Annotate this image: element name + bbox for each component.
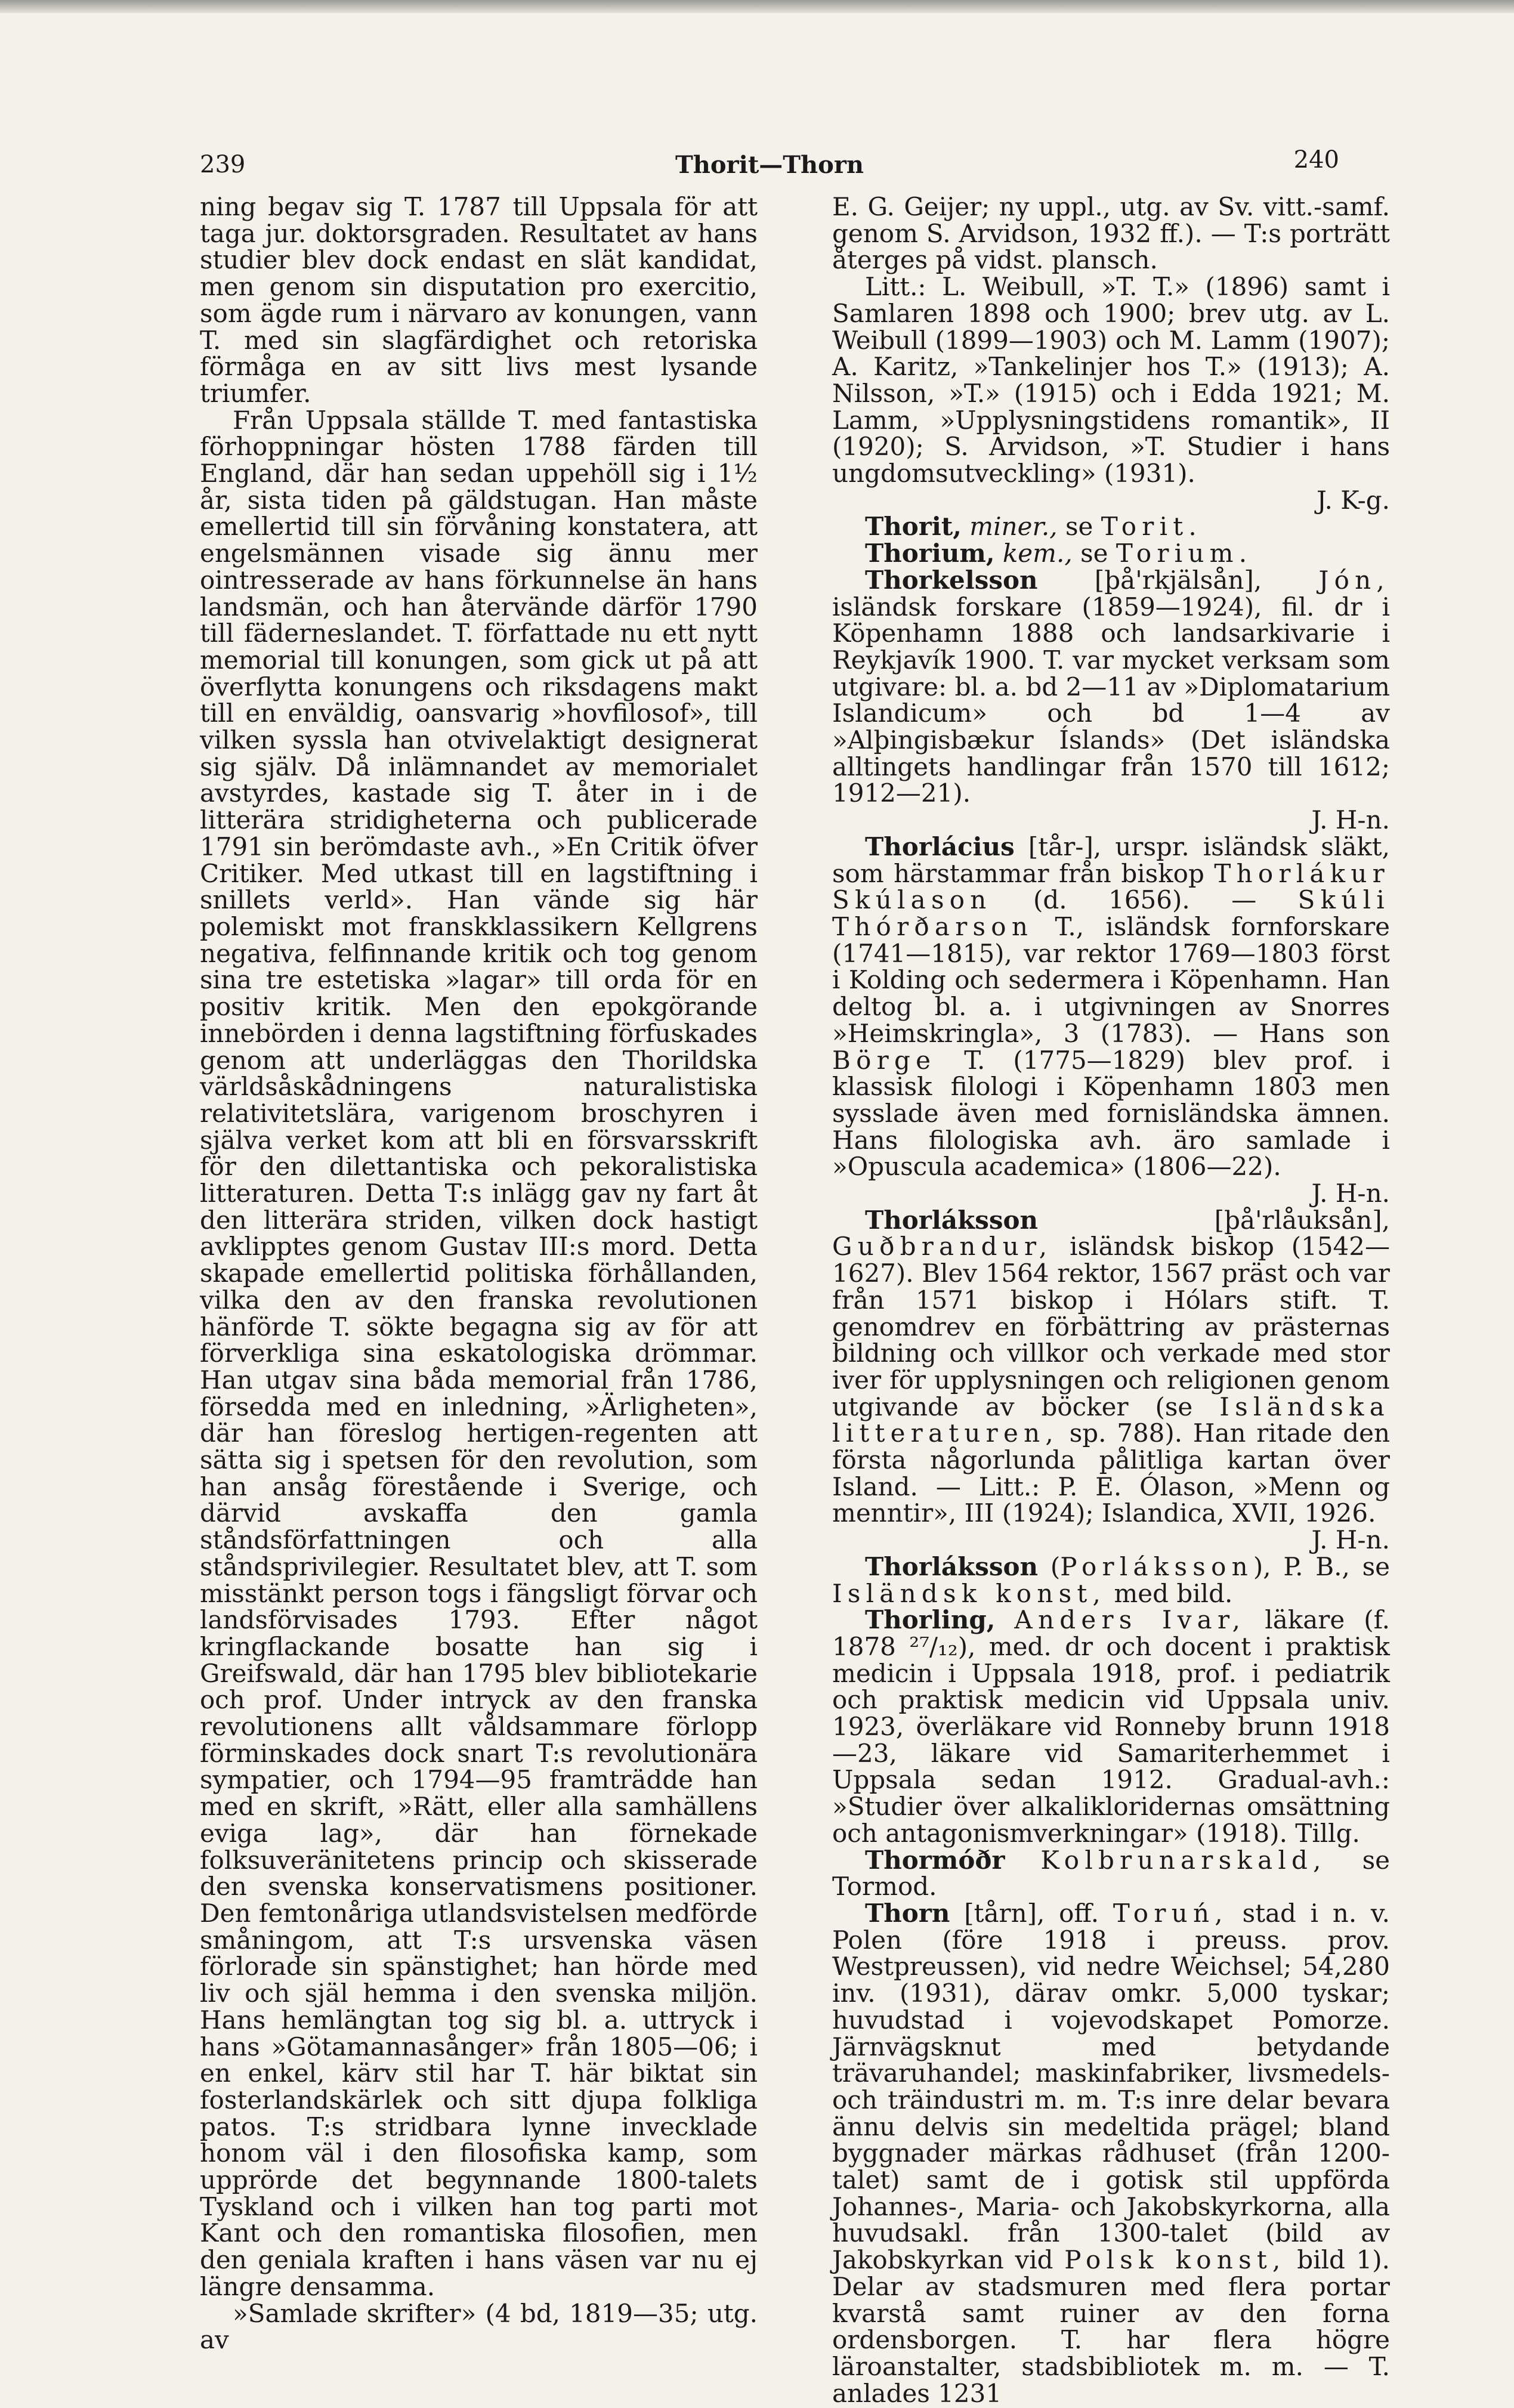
- signature: J. H-n.: [1311, 805, 1390, 835]
- cross-reference: Isländska litteraturen,: [832, 1392, 1390, 1448]
- thorild-literature-text: Litt.: L. Weibull, »T. T.» (1896) samt i Samlaren 1898 och 1900; brev utg. av L. Weibull (1899—1903) och M. Lamm (1907); A. Karitz, »Tankelinjer hos T.» (1913); A. Nilsson, »T.» (1915) och i Edda 1921; M. Lamm, »Upplysningstidens romantik», II (1920); S. Arvidson, »T. Studier i hans ungdomsutveckling» (1931).: [832, 272, 1390, 489]
- page-number-left: 239: [200, 151, 246, 178]
- entry-body: sp. 788). Han ritade den första någorlunda pålitliga kartan över Island. — Litt.: P. E. Ólason, »Menn og menntir», III (1924); Islandica, XVII, 1926.: [832, 1418, 1390, 1528]
- thorild-paragraph-2: Från Uppsala ställde T. med fantastiska förhoppningar hösten 1788 färden till England, där han sedan uppehöll sig i 1½ år, sista tiden på gäldstugan. Han måste emellertid till sin förvåning konstatera, att engelsmännen visade sig ännu mer ointresserade av hans förkunnelse än hans landsmän, och han återvände därför 1790 till fäderneslandet. T. författade nu ett nytt memorial till konungen, som gick ut på att överflytta konungens och riksdagens makt till en enväldig, oansvarig »hovfilosof», till vilken syssla han otvivelaktigt designerat sig själv. Då inlämnandet av memorialet avstyrdes, kastade sig T. åter in i de litterära stridigheterna och publicerade 1791 sin berömdaste avh., »En Critik öfver Critiker. Med utkast till en lagstiftning i snillets verld». Han vände sig här polemiskt mot franskklassikern Kellgrens negativa, felfinnande kritik och tog genom sina tre estetiska »lagar» till orda för en positiv kritik. Men den epokgörande innebörden i denna lagstiftning förfuskades genom att underläggas den Thorildska världsåskådningens naturalistiska relativitetslära, varigenom broschyren i själva verket kom att bli en försvarsskrift för den dilettantiska och pekoralistiska litteraturen. Detta T:s inlägg gav ny fart åt den litterära striden, vilken dock hastigt avklipptes genom Gustav III:s mord. Detta skapade emellertid politiska förhållanden, vilka den av den franska revolutionen hänförde T. sökte begagna sig av för att förverkliga sina eskatologiska drömmar. Han utgav sina båda memorial från 1786, försedda med en inledning, »Ärligheten», där han föreslog hertigen-regenten att sätta sig i spetsen för den revolution, som han ansåg förestående i Sverige, och därvid avskaffa den gamla ståndsförfattningen och alla ståndsprivilegier. Resultatet blev, att T. som misstänkt person togs i fängsligt förvar och landsförvisades 1793. Efter något kringflackande bosatte han sig i Greifswald, där han 1795 blev bibliotekarie och prof. Under intryck av den franska revolutionens allt våldsammare förlopp förminskades dock snart T:s revolutionära sympatier, och 1794—95 framträdde han med en skrift, »Rätt, eller alla samhällens eviga lag», där han förnekade folksuveränitetens princip och skisserade den svenska konservatismens positioner. Den femtonåriga utlandsvistelsen medförde småningom, att T:s ursvenska väsen förlorade sin spänstighet; han hörde med liv och själ hemma i den svenska miljön. Hans hemlängtan tog sig bl. a. uttryck i hans »Götamannasånger» från 1805—06; i en enkel, kärv stil har T. här biktat sin fosterlandskärlek och sitt djupa folkliga patos. T:s stridbara lynne invecklade honom väl i den filosofiska kamp, som upprörde det begynnande 1800-talets Tyskland och i vilken han tog parti mot Kant och den romantiska filosofien, men den geniala kraften i hans väsen var nu ej längre densamma.: [200, 405, 758, 2301]
- entry-body: [tårn], off.: [964, 1899, 1099, 1928]
- entry-thorling: [832, 1607, 1390, 1847]
- entry-thorkelsson: [832, 567, 1390, 834]
- page-header: [200, 146, 1339, 182]
- entry-thorlacius: [832, 831, 1391, 1208]
- entry-thorium: [832, 540, 1390, 567]
- cross-reference: Isländsk konst,: [832, 1578, 1107, 1608]
- thorild-continued: E. G. Geijer; ny uppl., utg. av Sv. vitt.-samf. genom S. Arvidson, 1932 ff.). — T:s porträtt återges på vidst. plansch.: [832, 192, 1390, 275]
- headword: Thorkelsson: [865, 565, 1038, 595]
- entry-thorlaksson: [832, 1207, 1390, 1554]
- entry-body: isländsk forskare (1859—1924), fil. dr i Köpenhamn 1888 och landsarkivarie i Reykjavík 1900. T. var mycket verksam som utgivare: bl. a. bd 2—11 av »Diplomatarium Islandicum» och bd 1—4 av »Alþingisbækur Íslands» (Det isländska alltingets handlingar från 1570 till 1612; 1912—21).: [832, 592, 1390, 808]
- entry-body: [tår-], urspr. isländsk släkt, som härstammar från biskop: [832, 831, 1391, 888]
- entry-body: stad i n. v. Polen (före 1918 i preuss. prov. Westpreussen), vid nedre Weichsel; 54,280 inv. (1931), därav omkr. 5,000 tyskar; huvudstad i vojevodskapet Pomorze. Järnvägsknut med betydande trävaruhandel; maskinfabriker, livsmedels- och träindustri m. m. T:s inre delar bevara ännu delvis sin medeltida prägel; bland byggnader märkas rådhuset (från 1200-talet) samt de i gotisk stil uppförda Johannes-, Maria- och Jakobskyrkorna, alla huvudsakl. från 1300-talet (bild av Jakobskyrkan vid: [832, 1899, 1391, 2275]
- spaced-name: Skúli Thórðarson: [832, 885, 1391, 941]
- thorild-paragraph-3: »Samlade skrifter» (4 bd, 1819—35; utg. av: [200, 2298, 758, 2355]
- signature: J. H-n.: [1311, 1525, 1390, 1555]
- entry-thorlaksson-pb: [832, 1551, 1390, 1608]
- headword: Thorit,: [865, 512, 962, 542]
- headword: Thorláksson: [865, 1205, 1039, 1235]
- entry-body: se Tormod.: [832, 1845, 1390, 1902]
- entry-body: bild 1). Delar av stadsmuren med flera portar kvarstå samt ruiner av den forna ordensborgen. T. har flera högre läroanstalter, stadsbibliotek m. m. — T. anlades 1231: [832, 2245, 1390, 2408]
- thorild-paragraph-1: ning begav sig T. 1787 till Uppsala för att taga jur. doktorsgraden. Resultatet av hans studier blev dock endast en slät kandidat, men genom sin disputation pro exercitio, som ägde rum i närvaro av konungen, vann T. med sin slagfärdighet och retoriska förmåga en av sitt livs mest lysande triumfer.: [200, 192, 758, 408]
- spaced-name: Thorlákur Skúlason: [832, 858, 1390, 915]
- cross-reference: Torit.: [1101, 512, 1202, 542]
- entry-body: isländsk biskop (1542—1627). Blev 1564 rektor, 1567 präst och var från 1571 biskop i Hólars stift. T. genomdrev en förbättring av prästernas bildning och villkor och verkade med stor iver för upplysningen och religionen genom utgivande av böcker (se: [832, 1232, 1390, 1421]
- see-text: se: [1080, 539, 1108, 568]
- signature: J. K-g.: [1316, 485, 1390, 515]
- cross-reference: Polsk konst,: [1064, 2245, 1286, 2275]
- entry-body: T., isländsk fornforskare (1741—1815), var rektor 1769—1803 först i Kolding och sedermera i Köpenhamn. Han deltog bl. a. i utgivningen av Snorres »Heimskringla», 3 (1783). — Hans son: [832, 911, 1391, 1048]
- entry-body: (d. 1656). —: [1033, 885, 1257, 915]
- entry-thorn: [832, 1900, 1390, 2407]
- cross-reference: Torium.: [1116, 539, 1253, 568]
- headword: Thorium,: [865, 539, 995, 568]
- spaced-name: Porláksson: [1060, 1551, 1253, 1581]
- entry-body: T. (1775—1829) blev prof. i klassisk filologi i Köpenhamn 1803 men sysslade även med fornisländska ämnen. Hans filologiska avh. äro samlade i »Opuscula academica» (1806—22).: [832, 1045, 1390, 1182]
- entry-body: (: [1050, 1551, 1061, 1581]
- spaced-name: Kolbrunarskald,: [1040, 1845, 1327, 1875]
- entry-body: läkare (f. 1878 ²⁷/₁₂), med. dr och docent i praktisk medicin i Uppsala 1918, prof. i pediatrik och praktisk medicin vid Uppsala univ. 1923, överläkare vid Ronneby brunn 1918—23, läkare vid Samariterhemmet i Uppsala sedan 1912. Gradual-avh.: »Studier över alkalikloridernas omsättning och antagonismverkningar» (1918). Tillg.: [832, 1605, 1390, 1848]
- spaced-name: Börge: [832, 1045, 937, 1075]
- headword: Thorling,: [865, 1605, 996, 1635]
- left-column: [200, 192, 758, 2355]
- headword: Thorlácius: [865, 831, 1015, 861]
- entry-body: ), P. B., se: [1253, 1551, 1390, 1581]
- given-name: Guðbrandur,: [832, 1232, 1053, 1262]
- entry-thorit: [832, 514, 1390, 540]
- given-name: Jón,: [1318, 565, 1390, 595]
- spaced-name: Toruń,: [1113, 1899, 1228, 1928]
- pronunciation: [þå'rkjälsån],: [1094, 565, 1262, 595]
- category: miner.,: [969, 512, 1058, 542]
- running-title: Thorit—Thorn: [675, 151, 864, 179]
- headword: Thormóðr: [865, 1845, 1005, 1875]
- entry-thormodr: [832, 1847, 1390, 1900]
- thorild-literature: [832, 274, 1390, 514]
- headword: Thorláksson: [865, 1551, 1039, 1581]
- see-text: se: [1065, 512, 1093, 542]
- category: kem.,: [1002, 539, 1073, 568]
- headword: Thorn: [865, 1899, 950, 1928]
- entry-body: med bild.: [1114, 1578, 1233, 1608]
- right-column: [832, 192, 1391, 2408]
- signature: J. H-n.: [1311, 1179, 1390, 1208]
- page-edge: [0, 0, 1514, 13]
- given-name: Anders Ivar,: [1014, 1605, 1246, 1635]
- page-number-right: 240: [1293, 146, 1339, 174]
- pronunciation: [þå'rlåuksån],: [1214, 1205, 1390, 1235]
